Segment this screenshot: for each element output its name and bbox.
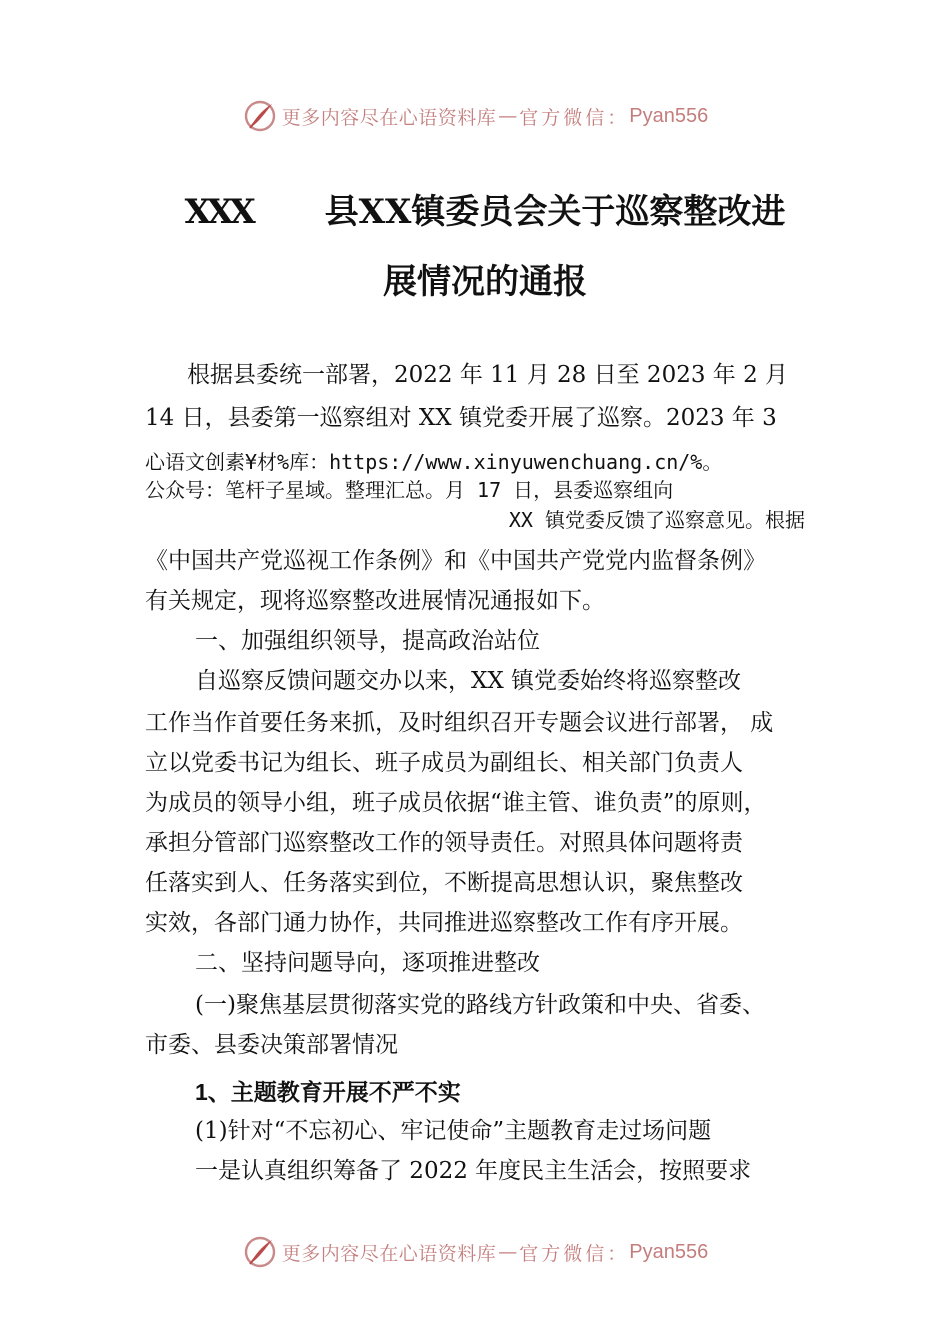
paragraph-line: 任落实到人、任务落实到位，不断提高思想认识，聚焦整改 xyxy=(145,870,743,896)
watermark-handle: Pyan556 xyxy=(629,104,709,127)
watermark-banner-bottom xyxy=(0,1230,950,1274)
paragraph-line: 有关规定，现将巡察整改进展情况通报如下。 xyxy=(145,588,605,614)
feather-logo-icon xyxy=(242,98,278,134)
paragraph-line: 一是认真组织筹备了 2022 年度民主生活会，按照要求 xyxy=(195,1158,752,1184)
watermark-brand: 更多内容尽在心语资料库 xyxy=(281,106,497,129)
item-heading: (1)针对“不忘初心、牢记使命”主题教育走过场问题 xyxy=(195,1118,712,1144)
watermark-brand: 更多内容尽在心语资料库 xyxy=(281,1242,497,1265)
paragraph-line: 自巡察反馈问题交办以来，XX 镇党委始终将巡察整改 xyxy=(195,668,742,694)
document-title-line1 xyxy=(145,184,825,233)
section-heading: 二、坚持问题导向，逐项推进整改 xyxy=(195,950,540,976)
paragraph-line: 实效，各部门通力协作，共同推进巡察整改工作有序开展。 xyxy=(145,910,743,936)
watermark-dash: — xyxy=(498,105,518,127)
watermark-banner-top xyxy=(0,94,950,138)
paragraph-line: 14 日，县委第一巡察组对 XX 镇党委开展了巡察。2023 年 3 xyxy=(145,405,777,431)
paragraph-line: 《中国共产党巡视工作条例》和《中国共产党党内监督条例》 xyxy=(145,548,766,574)
watermark-wechat-label: 官方微信： xyxy=(519,1242,630,1265)
subsection-heading: (一)聚焦基层贯彻落实党的路线方针政策和中央、省委、 xyxy=(195,992,765,1018)
watermark-dash: — xyxy=(498,1241,518,1263)
paragraph-line: 根据县委统一部署，2022 年 11 月 28 日至 2023 年 2 月 xyxy=(187,362,789,388)
paragraph-line: 立以党委书记为组长、班子成员为副组长、相关部门负责人 xyxy=(145,750,743,776)
bold-subheading: 1、主题教育开展不严不实 xyxy=(195,1079,461,1105)
paragraph-line: 承担分管部门巡察整改工作的领导责任。对照具体问题将责 xyxy=(145,830,743,856)
section-heading: 一、加强组织领导，提高政治站位 xyxy=(195,628,540,654)
subsection-heading-cont: 市委、县委决策部署情况 xyxy=(145,1032,398,1058)
title-text-line1: 县XX镇委员会关于巡察整改进 xyxy=(324,192,786,232)
paragraph-line: 工作当作首要任务来抓，及时组织召开专题会议进行部署， 成 xyxy=(145,710,774,736)
injected-ad-line: 公众号：笔杆子星域。整理汇总。月 17 日，县委巡察组向 xyxy=(145,478,674,502)
feather-logo-icon xyxy=(242,1234,278,1270)
title-prefix-glyph: XXX xyxy=(184,192,252,232)
injected-ad-line: 心语文创素¥材%库：https://www.xinyuwenchuang.cn/%。 xyxy=(145,450,723,474)
watermark-handle: Pyan556 xyxy=(629,1240,709,1263)
document-title-line2: 展情况的通报 xyxy=(383,262,587,302)
injected-ad-line: XX 镇党委反馈了巡察意见。根据 xyxy=(508,508,805,532)
watermark-wechat-label: 官方微信： xyxy=(519,106,630,129)
paragraph-line: 为成员的领导小组，班子成员依据“谁主管、谁负责”的原则， xyxy=(145,790,767,816)
